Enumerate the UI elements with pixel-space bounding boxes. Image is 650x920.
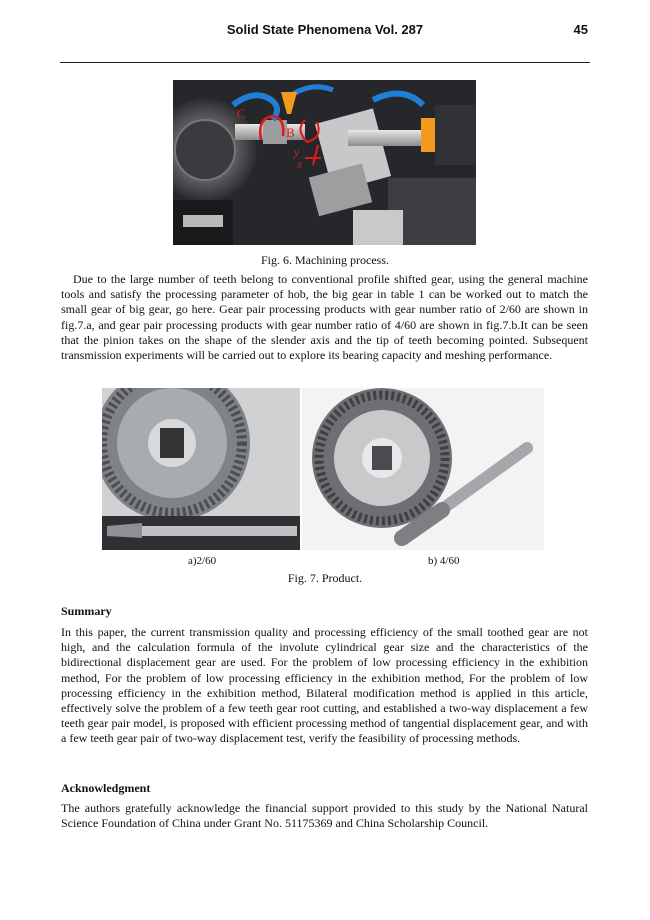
- machining-process-photo: [173, 80, 476, 245]
- label-y: y: [294, 145, 300, 159]
- summary-text: In this paper, the current transmission quality and processing efficiency of the small toothed gear are not high, and the calculation formula of the involute cylindrical gear size and the characteristics of the bidirectional displacement gear are used. For the problem of low processing efficiency in the exhibition method, For the problem of low processing efficiency in the exhibition method, For the problem of low processing efficiency in the exhibition method, Bilateral modification method is applied in this article, effectively solve the problem of a few teeth gear root cutting, and established a two-way displacement a few teeth gear pair model, is proposed with efficient processing method of tangential displacement gear, and with a few teeth gear pair of two-way displacement test, verify the feasibility of processing methods.: [61, 625, 588, 746]
- label-x: x: [297, 157, 303, 171]
- running-header: [62, 22, 588, 42]
- header-rule: [60, 62, 590, 63]
- subfigure-a-label: a)2/60: [188, 555, 217, 567]
- subfigure-b-label: b) 4/60: [428, 555, 460, 567]
- summary-heading: Summary: [61, 604, 112, 618]
- page-number: 45: [573, 22, 588, 37]
- acknowledgment-heading: Acknowledgment: [61, 781, 151, 795]
- figure-6-caption: Fig. 6. Machining process.: [261, 253, 389, 267]
- label-c: C: [237, 106, 246, 121]
- journal-title: Solid State Phenomena Vol. 287: [226, 22, 424, 37]
- acknowledgment-text: The authors gratefully acknowledge the financial support provided to this study by the National Natural Science Foundation of China under Grant No. 51175369 and China Scholarship Council.: [61, 801, 588, 831]
- product-photo-a: [102, 388, 300, 550]
- body-paragraph: Due to the large number of teeth belong to conventional profile shifted gear, using the general machine tools and satisfy the processing parameter of hob, the big gear in table 1 can be worked out to match the small gear of big gear, go here. Gear pair processing products with gear number ratio of 2/60 are shown in fig.7.a, and gear pair processing products with gear number ratio of 4/60 are shown in fig.7.b.It can be seen that the pinion takes on the shape of the slender axis and the tip of teeth becoming pointed. Subsequent transmission experiments will be carried out to explore its bearing capacity and meshing performance.: [61, 272, 588, 363]
- label-b: B: [286, 125, 295, 140]
- figure-7-caption: Fig. 7. Product.: [287, 571, 363, 585]
- product-photo-b: [302, 388, 544, 550]
- product-figure: [102, 388, 544, 550]
